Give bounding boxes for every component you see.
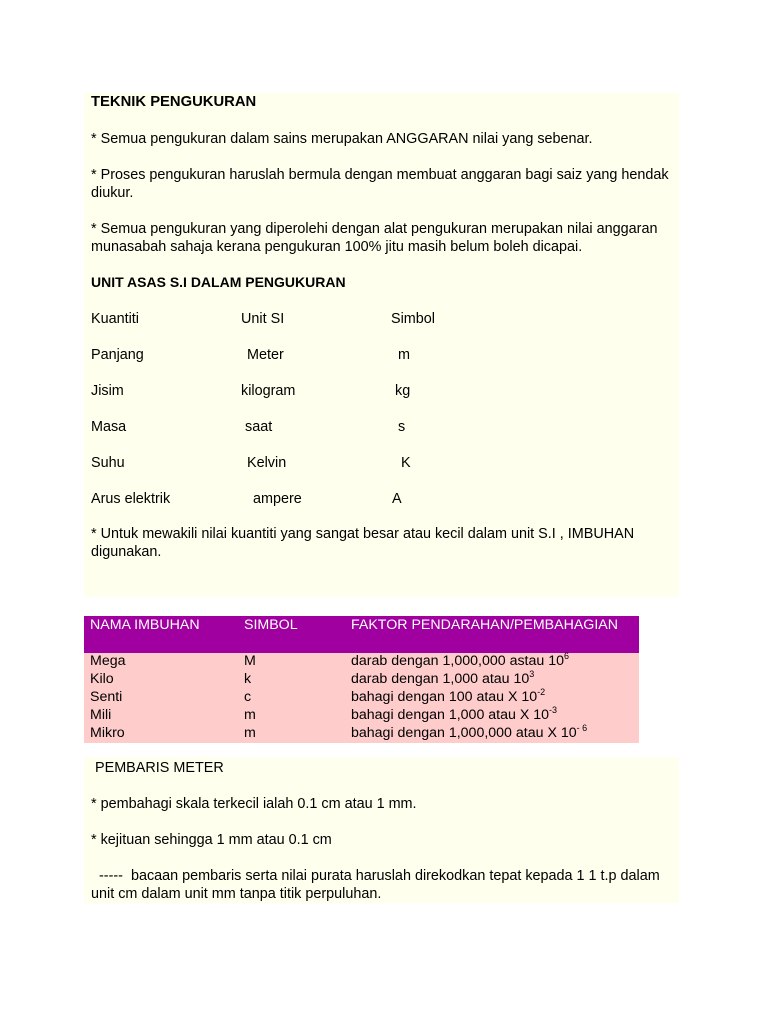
- unit-symbol: m: [398, 347, 410, 363]
- prefix-symbol: m: [244, 707, 256, 723]
- prefix-table: [84, 616, 639, 743]
- factor-exponent: 6: [564, 651, 570, 661]
- ruler-title: PEMBARIS METER: [91, 760, 224, 776]
- units-header-unit: Unit SI: [241, 311, 285, 327]
- factor-exponent: 3: [529, 669, 535, 679]
- header-name: NAMA IMBUHAN: [90, 617, 200, 633]
- unit-row: [84, 418, 679, 436]
- unit-name: saat: [245, 419, 273, 435]
- factor-exponent: -2: [537, 687, 546, 697]
- unit-name: ampere: [253, 491, 302, 507]
- intro-section: [84, 93, 679, 597]
- prefix-table-header: [84, 616, 639, 653]
- ruler-section: [84, 757, 679, 903]
- unit-symbol: kg: [395, 383, 411, 399]
- prefix-name: Mili: [90, 707, 112, 723]
- unit-quantity: Panjang: [91, 347, 144, 363]
- prefix-factor: [345, 707, 639, 725]
- prefix-name: Mega: [90, 653, 126, 669]
- factor-text: darab dengan 1,000,000 astau 10: [351, 653, 564, 669]
- point-1: * Semua pengukuran dalam sains merupakan ANGGARAN nilai yang sebenar.: [91, 131, 593, 147]
- unit-quantity: Suhu: [91, 455, 125, 471]
- unit-row: [84, 454, 679, 472]
- factor-text: bahagi dengan 1,000 atau X 10: [351, 707, 550, 723]
- unit-row: [84, 490, 679, 508]
- unit-symbol: K: [401, 455, 411, 471]
- prefix-name: Mikro: [90, 725, 125, 741]
- unit-quantity: Masa: [91, 419, 127, 435]
- prefix-factor: [345, 689, 639, 707]
- unit-name: Kelvin: [247, 455, 287, 471]
- table-row: [84, 671, 639, 689]
- prefix-note: * Untuk mewakili nilai kuantiti yang sangat besar atau kecil dalam unit S.I , IMBUHAN digunakan.: [91, 526, 635, 560]
- prefix-factor: [345, 725, 639, 743]
- unit-row: [84, 346, 679, 364]
- prefix-symbol: c: [244, 689, 252, 705]
- section-title: TEKNIK PENGUKURAN: [91, 94, 257, 110]
- factor-text: bahagi dengan 1,000,000 atau X 10: [351, 725, 577, 741]
- prefix-name: Kilo: [90, 671, 114, 687]
- header-symbol: SIMBOL: [244, 617, 298, 633]
- table-row: [84, 707, 639, 725]
- units-title: UNIT ASAS S.I DALAM PENGUKURAN: [91, 274, 346, 290]
- factor-exponent: -3: [549, 705, 558, 715]
- point-2: * Proses pengukuran haruslah bermula dengan membuat anggaran bagi saiz yang hendak diukur.: [91, 167, 669, 201]
- ruler-point-1: * pembahagi skala terkecil ialah 0.1 cm atau 1 mm.: [91, 796, 417, 812]
- point-3: * Semua pengukuran yang diperolehi dengan alat pengukuran merupakan nilai anggaran munasabah sahaja kerana pengukuran 100% jitu masih belum boleh dicapai.: [91, 221, 658, 255]
- units-header-quantity: Kuantiti: [91, 311, 139, 327]
- prefix-symbol: m: [244, 725, 256, 741]
- table-row: [84, 653, 639, 671]
- unit-name: Meter: [247, 347, 284, 363]
- unit-symbol: A: [392, 491, 402, 507]
- factor-text: bahagi dengan 100 atau X 10: [351, 689, 538, 705]
- unit-quantity: Arus elektrik: [91, 491, 171, 507]
- units-header-row: [84, 310, 679, 328]
- prefix-name: Senti: [90, 689, 123, 705]
- prefix-factor: [345, 671, 639, 689]
- prefix-symbol: k: [244, 671, 252, 687]
- ruler-point-2: * kejituan sehingga 1 mm atau 0.1 cm: [91, 832, 332, 848]
- ruler-point-3: ----- bacaan pembaris serta nilai purata haruslah direkodkan tepat kepada 1 1 t.p dalam unit cm dalam unit mm tanpa titik perpuluhan.: [91, 868, 664, 902]
- factor-text: darab dengan 1,000 atau 10: [351, 671, 530, 687]
- unit-quantity: Jisim: [91, 383, 124, 399]
- header-factor: FAKTOR PENDARAHAN/PEMBAHAGIAN: [351, 617, 618, 633]
- prefix-symbol: M: [244, 653, 256, 669]
- table-row: [84, 725, 639, 743]
- unit-name: kilogram: [241, 383, 296, 399]
- unit-symbol: s: [398, 419, 406, 435]
- prefix-factor: [345, 653, 639, 671]
- factor-exponent: - 6: [576, 723, 588, 733]
- unit-row: [84, 382, 679, 400]
- units-header-symbol: Simbol: [391, 311, 435, 327]
